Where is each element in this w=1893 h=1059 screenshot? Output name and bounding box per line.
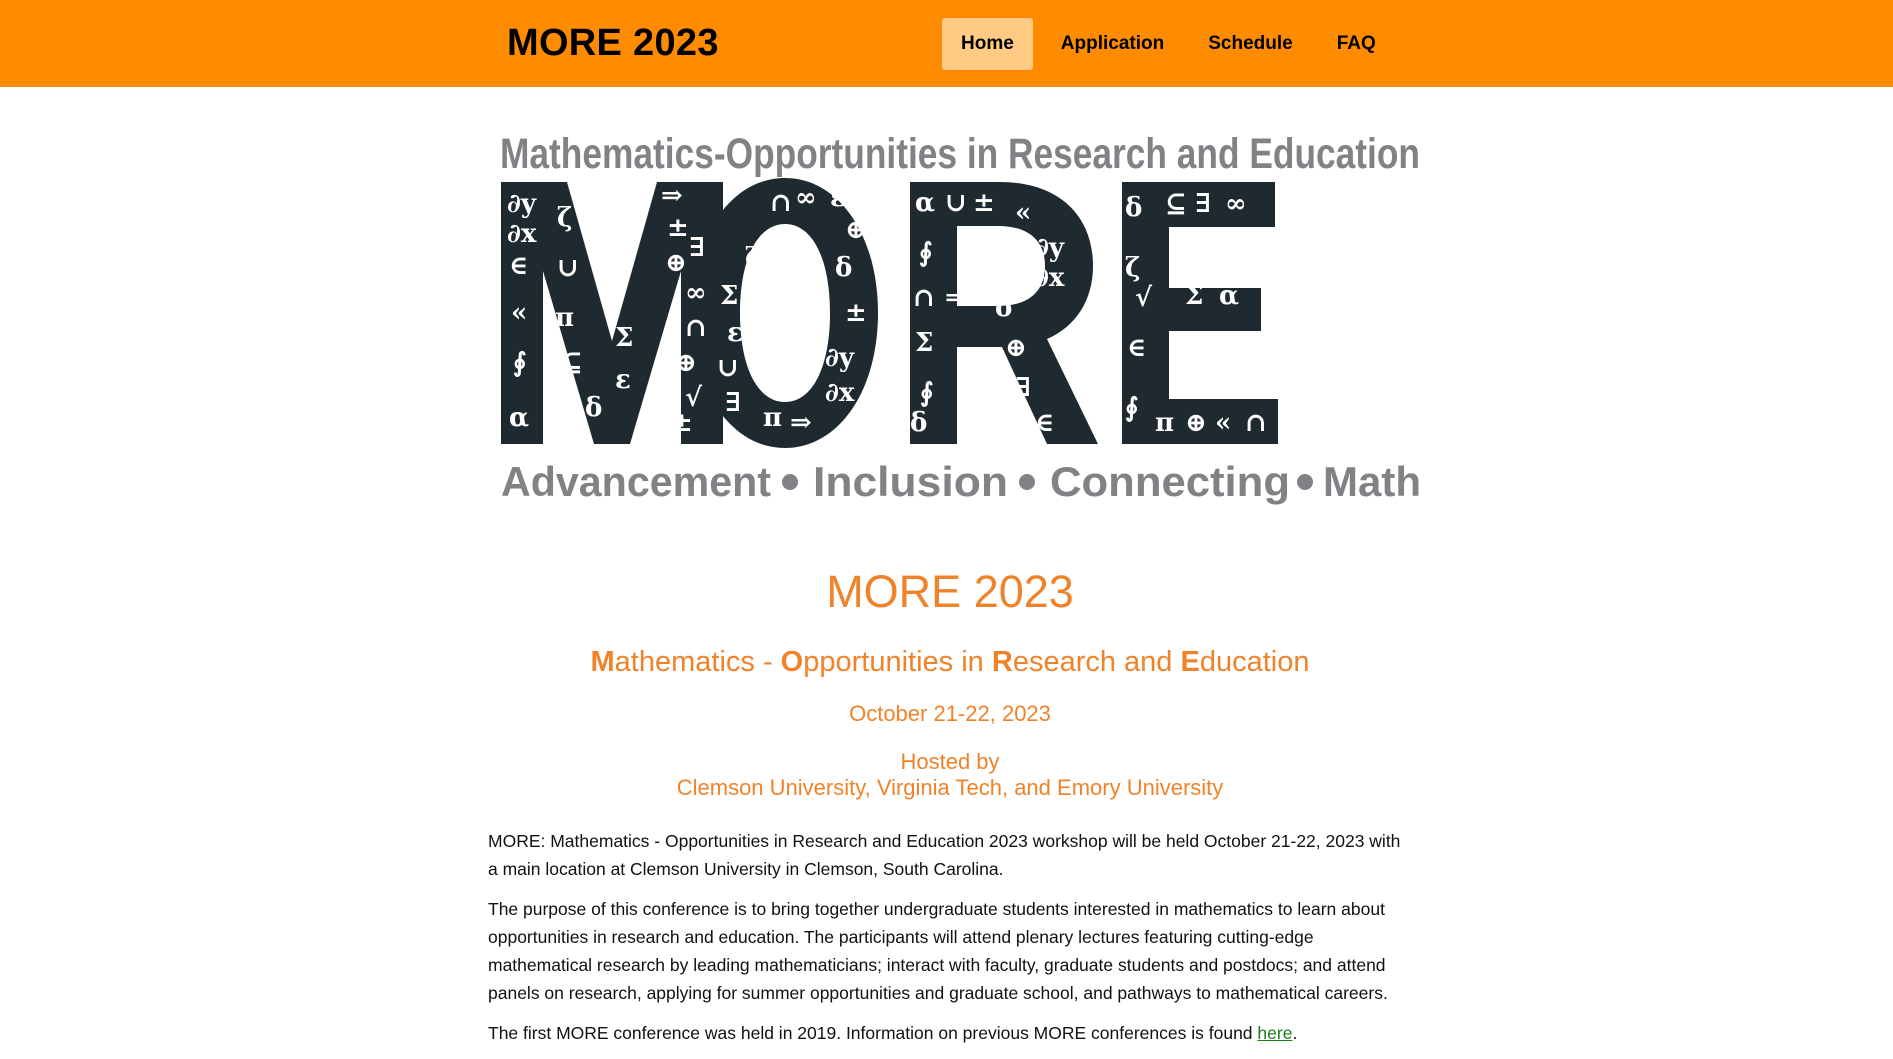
svg-text:ε: ε [830,183,846,213]
main-content [488,566,1412,1059]
tagline-word-connecting: Connecting [1050,458,1290,505]
main-nav [942,18,1398,70]
svg-text:ζ: ζ [557,203,573,233]
svg-text:∩: ∩ [685,313,707,343]
svg-text:π: π [763,403,783,433]
svg-text:Σ: Σ [615,323,634,353]
svg-text:«: « [1215,408,1232,438]
history-text: The first MORE conference was held in 2019. Information on previous MORE conferences is found [488,1023,1258,1043]
subtitle-part: ducation [1199,646,1310,678]
svg-text:δ: δ [995,293,1013,323]
svg-text:∞: ∞ [685,278,707,308]
nav-home[interactable]: Home [942,18,1033,70]
tagline-word-math: Math [1323,458,1421,505]
svg-text:∂y: ∂y [1035,233,1064,263]
svg-text:⊕: ⊕ [845,215,867,245]
svg-text:α: α [915,188,936,218]
logo-letter-e [1122,182,1278,444]
subtitle-part: esearch and [1012,646,1181,678]
svg-text:±: ± [667,213,689,243]
svg-text:Σ: Σ [1185,281,1204,311]
site-title[interactable]: MORE 2023 [507,22,719,64]
svg-text:∪: ∪ [557,253,579,283]
subtitle-initial-r: R [991,646,1013,678]
previous-conferences-link[interactable]: here [1257,1023,1293,1043]
svg-text:⊕: ⊕ [1005,333,1027,363]
svg-text:∪: ∪ [945,188,967,218]
svg-text:⊆: ⊆ [561,348,583,378]
subtitle-part: athematics - [614,646,781,678]
host-label: Hosted by [900,749,1000,774]
svg-text:∈: ∈ [1127,333,1147,363]
svg-text:∈: ∈ [509,251,529,281]
svg-text:α: α [1219,281,1240,311]
history-paragraph [488,1019,1412,1047]
svg-text:±: ± [671,408,693,438]
svg-text:∮: ∮ [920,378,934,408]
more-logo [495,126,1425,512]
svg-text:∂x: ∂x [507,219,537,249]
subtitle-initial-m: M [590,646,615,678]
event-title: MORE 2023 [826,566,1074,617]
svg-text:∃: ∃ [1195,189,1212,219]
svg-text:∂x: ∂x [825,378,855,408]
svg-text:ζ: ζ [745,243,761,273]
svg-text:α: α [509,403,530,433]
svg-text:∩: ∩ [770,188,792,218]
svg-text:∮: ∮ [513,348,527,378]
svg-text:∞: ∞ [795,183,817,213]
svg-text:∈: ∈ [1035,408,1055,438]
subtitle-initial-o: O [780,646,804,678]
logo-bottom-tagline [501,458,1421,505]
svg-text:δ: δ [585,393,603,423]
nav-application[interactable]: Application [1060,33,1165,54]
svg-text:⇒: ⇒ [661,181,683,211]
svg-text:⊕: ⊕ [1185,408,1207,438]
more-logo-graphic [495,126,1425,512]
subtitle-part: pportunities in [803,646,992,678]
svg-text:∞: ∞ [1225,189,1247,219]
svg-text:∮: ∮ [1125,393,1139,423]
event-date: October 21-22, 2023 [849,701,1051,726]
svg-text:∃: ∃ [725,388,742,418]
svg-text:√: √ [1135,283,1153,313]
event-subtitle [488,646,1412,679]
svg-text:δ: δ [1125,193,1143,223]
svg-text:ζ: ζ [1125,253,1141,283]
svg-text:Σ: Σ [720,281,739,311]
tagline-bullet [1297,474,1313,490]
svg-text:±: ± [973,188,995,218]
svg-text:ε: ε [727,318,743,348]
tagline-bullet [782,474,798,490]
tagline-bullet [1019,474,1035,490]
svg-text:π: π [1155,408,1175,438]
svg-text:«: « [511,298,528,328]
svg-text:Σ: Σ [915,328,934,358]
svg-text:∂y: ∂y [825,343,854,373]
svg-text:∂y: ∂y [507,189,536,219]
svg-text:⊕: ⊕ [675,348,697,378]
svg-text:⇒: ⇒ [790,408,812,438]
top-navigation-bar [0,0,1893,87]
svg-text:±: ± [845,298,867,328]
event-host [488,749,1412,801]
logo-letters-text [1425,126,1426,127]
svg-text:π: π [555,303,575,333]
history-text-end: . [1292,1023,1298,1043]
nav-schedule[interactable]: Schedule [1208,33,1293,54]
tagline-word-inclusion: Inclusion [813,458,1008,505]
svg-text:⊆: ⊆ [1165,189,1187,219]
svg-text:⊕: ⊕ [665,248,687,278]
svg-text:∮: ∮ [919,238,933,268]
svg-text:∃: ∃ [689,233,706,263]
svg-text:ε: ε [615,365,631,395]
logo-top-text: Mathematics-Opportunities in Research and Education [500,130,1420,178]
svg-text:∩: ∩ [913,283,935,313]
host-institutions: Clemson University, Virginia Tech, and Emory University [676,775,1224,800]
nav-faq[interactable]: FAQ [1336,33,1376,54]
svg-text:∩: ∩ [1245,408,1267,438]
svg-text:δ: δ [910,408,928,438]
svg-text:«: « [1015,198,1032,228]
svg-text:⇒: ⇒ [945,283,967,313]
purpose-paragraph: The purpose of this conference is to bring together undergraduate students interested in mathematics to learn about opportunities in research and education. The participants will attend plenary lectures featuring cutting-edge mathematical research by leading mathematicians; interact with faculty, graduate students and postdocs; and attend panels on research, applying for summer opportunities and graduate school, and pathways to mathematical careers. [488,899,1388,1003]
svg-text:∂x: ∂x [1035,263,1065,293]
subtitle-initial-e: E [1180,646,1200,678]
tagline-word-advancement: Advancement [501,458,772,505]
svg-text:∃: ∃ [1015,373,1032,403]
svg-text:δ: δ [835,253,853,283]
svg-text:√: √ [685,383,703,413]
intro-paragraph: MORE: Mathematics - Opportunities in Research and Education 2023 workshop will be held October 21-22, 2023 with a main location at Clemson University in Clemson, South Carolina. [488,831,1401,879]
svg-text:∪: ∪ [717,353,739,383]
